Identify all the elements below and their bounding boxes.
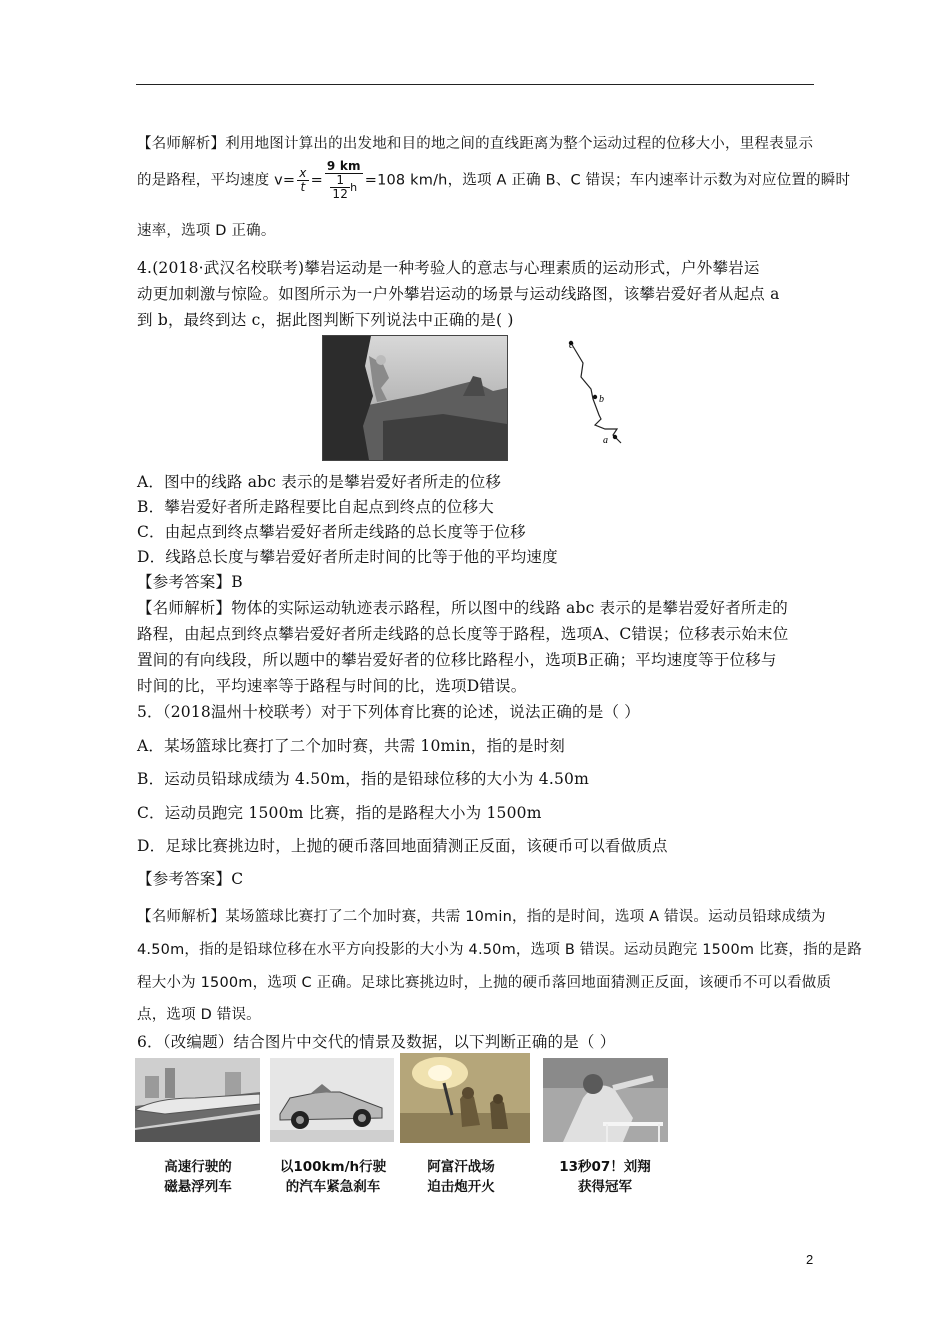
car-braking-photo xyxy=(270,1058,394,1142)
q4-option-c: C．由起点到终点攀岩爱好者所走线路的总长度等于位移 xyxy=(137,523,526,541)
analysis1-line2-post: =108 km/h，选项 A 正确 B、C 错误；车内速率计示数为对应位置的瞬时 xyxy=(364,172,851,189)
q5-option-a: A．某场篮球比赛打了二个加时赛，共需 10min，指的是时刻 xyxy=(137,737,565,755)
mortar-scene xyxy=(400,1053,530,1143)
q5-analysis-line1: 【名师解析】某场篮球比赛打了二个加时赛，共需 10min，指的是时间，选项 A 错误。运动员铅球成绩为 xyxy=(137,909,826,925)
q5-answer: 【参考答案】C xyxy=(137,870,244,888)
q5-analysis-line2: 4.50m，指的是铅球位移在水平方向投影的大小为 4.50m，选项 B 错误。运动员跑完 1500m 比赛，指的是路 xyxy=(137,942,862,958)
q4-analysis-line3: 置间的有向线段，所以题中的攀岩爱好者的位移比路程小，选项B正确；平均速度等于位移与 xyxy=(137,651,777,669)
maglev-train-photo xyxy=(135,1058,260,1142)
hurdler-photo xyxy=(543,1058,668,1142)
fraction-9km-over-hours: 9 km $\frac{1}{12}$ h xyxy=(326,159,361,201)
equals-sign: = xyxy=(310,172,323,189)
q4-stem-line3: 到 b，最终到达 c，据此图判断下列说法中正确的是( ) xyxy=(137,311,514,329)
car-scene xyxy=(270,1058,394,1142)
q6-stem: 6．（改编题）结合图片中交代的情景及数据，以下判断正确的是（ ） xyxy=(137,1033,616,1051)
rock-climbing-scene xyxy=(323,336,507,460)
mortar-fire-photo xyxy=(400,1053,530,1143)
route-diagram xyxy=(555,333,635,453)
q4-analysis-line2: 路程，由起点到终点攀岩爱好者所走线路的总长度等于路程，选项A、C错误；位移表示始末位 xyxy=(137,625,789,643)
rock-climbing-photo xyxy=(322,335,508,461)
label-b: b xyxy=(599,394,604,405)
q5-stem: 5．（2018温州十校联考）对于下列体育比赛的论述，说法正确的是（ ） xyxy=(137,703,640,721)
route-path xyxy=(571,343,621,443)
analysis1-line3: 速率，选项 D 正确。 xyxy=(137,223,276,239)
q5-option-c: C．运动员跑完 1500m 比赛，指的是路程大小为 1500m xyxy=(137,804,542,822)
caption-car: 以100km/h行驶 的汽车紧急刹车 xyxy=(279,1159,387,1195)
q4-answer: 【参考答案】B xyxy=(137,573,243,591)
label-a: a xyxy=(603,435,608,446)
page-number: 2 xyxy=(806,1252,814,1267)
point-b xyxy=(593,395,597,399)
fraction-x-over-t: $\frac{x}{t}$ xyxy=(299,166,307,194)
analysis1-line2-pre: 的是路程，平均速度 v= xyxy=(137,172,296,189)
hurdle-scene xyxy=(543,1058,668,1142)
q4-analysis-line4: 时间的比，平均速率等于路程与时间的比，选项D错误。 xyxy=(137,677,527,695)
q4-stem-line2: 动更加刺激与惊险。如图所示为一户外攀岩运动的场景与运动线路图，该攀岩爱好者从起点 a xyxy=(137,285,780,303)
q5-option-d: D．足球比赛挑边时，上抛的硬币落回地面猜测正反面，该硬币可以看做质点 xyxy=(137,837,668,855)
q5-analysis-line4: 点，选项 D 错误。 xyxy=(137,1007,261,1023)
q4-option-d: D．线路总长度与攀岩爱好者所走时间的比等于他的平均速度 xyxy=(137,548,558,566)
caption-maglev: 高速行驶的 磁悬浮列车 xyxy=(164,1159,232,1195)
q5-option-b: B．运动员铅球成绩为 4.50m，指的是铅球位移的大小为 4.50m xyxy=(137,770,589,788)
q4-stem-line1: 4.(2018·武汉名校联考)攀岩运动是一种考验人的意志与心理素质的运动形式，户外攀岩运 xyxy=(137,259,760,277)
analysis1-line1: 【名师解析】利用地图计算出的出发地和目的地之间的直线距离为整个运动过程的位移大小，里程表显示 xyxy=(137,136,814,152)
label-c: c xyxy=(569,340,574,351)
caption-hurdler: 13秒07！刘翔 获得冠军 xyxy=(559,1159,651,1195)
q4-option-b: B．攀岩爱好者所走路程要比自起点到终点的位移大 xyxy=(137,498,494,516)
maglev-scene xyxy=(135,1058,260,1142)
q5-analysis-line3: 程大小为 1500m，选项 C 正确。足球比赛挑边时，上抛的硬币落回地面猜测正反面，该硬币不可以看做质 xyxy=(137,975,832,991)
analysis1-line2 xyxy=(137,160,850,201)
q4-option-a: A．图中的线路 abc 表示的是攀岩爱好者所走的位移 xyxy=(137,473,502,491)
q4-analysis-line1: 【名师解析】物体的实际运动轨迹表示路程，所以图中的线路 abc 表示的是攀岩爱好者所走的 xyxy=(137,599,789,617)
point-a xyxy=(613,435,617,439)
header-rule xyxy=(136,84,814,85)
caption-mortar: 阿富汗战场 迫击炮开火 xyxy=(427,1159,495,1195)
